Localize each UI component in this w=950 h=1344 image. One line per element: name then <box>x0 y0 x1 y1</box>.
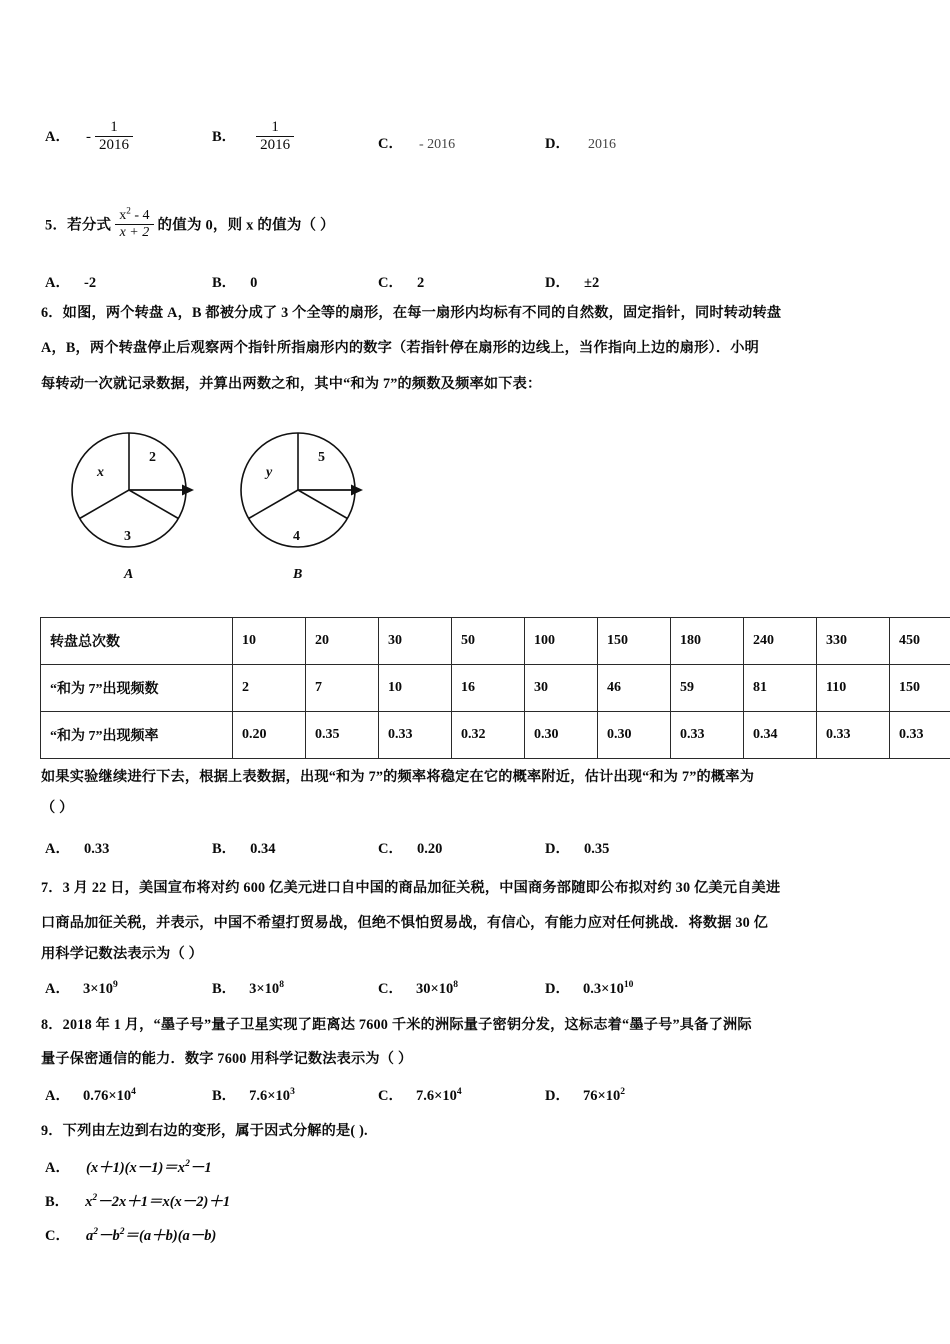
q4-option-d-letter: D． <box>545 136 570 152</box>
q8-option-d[interactable] <box>545 1084 625 1105</box>
q7-option-c-value <box>416 981 458 997</box>
q7-option-c[interactable] <box>378 977 458 998</box>
q5-stem-suffix: 的值为 0，则 x 的值为（ ） <box>157 217 335 234</box>
q7-option-a-letter: A． <box>45 981 70 997</box>
q4-option-a-sign: - <box>85 129 91 146</box>
table-cell: 81 <box>744 665 817 712</box>
spinner-a <box>66 425 196 595</box>
q8-option-d-exponent: 2 <box>620 1086 626 1098</box>
q5-stem <box>45 205 335 241</box>
table-cell: 16 <box>452 665 525 712</box>
q7-stem-line1: 7．3 月 22 日，美国宣布将对约 600 亿美元进口自中国的商品加征关税，中国商务部随即公布拟对约 30 亿美元自美进 <box>41 880 781 896</box>
q7-option-a-mantissa: 3×10 <box>82 981 113 997</box>
q5-stem-prefix: 5．若分式 <box>45 217 112 234</box>
q5-fraction <box>115 205 153 241</box>
table-cell: 0.33 <box>671 712 744 759</box>
table-cell: 0.33 <box>817 712 890 759</box>
q6-option-b[interactable] <box>212 837 276 858</box>
q6-option-d-letter: D． <box>545 841 570 857</box>
spinner-b-caption: B <box>293 567 303 582</box>
q8-option-b-exponent: 3 <box>290 1086 295 1098</box>
q7-option-b-exponent: 8 <box>279 979 284 991</box>
spinner-a-caption: A <box>124 567 134 582</box>
q7-option-c-exponent: 8 <box>453 979 459 991</box>
q6-stem-line2: A，B，两个转盘停止后观察两个指针所指扇形内的数字（若指针停在扇形的边线上，当作指向上边的扇形）．小明 <box>41 340 759 356</box>
q6-stem-line3: 每转动一次就记录数据，并算出两数之和，其中“和为 7”的频数及频率如下表： <box>41 376 542 392</box>
table-cell: 0.33 <box>890 712 950 759</box>
q4-option-a[interactable] <box>45 120 133 154</box>
table-cell: 10 <box>379 665 452 712</box>
table-cell: 450 <box>890 618 950 665</box>
q7-option-a-value <box>83 981 118 997</box>
q6-option-b-letter: B． <box>212 841 237 857</box>
table-cell: 240 <box>744 618 817 665</box>
q5-fraction-numerator: $x^2 - 4$ <box>115 209 153 225</box>
q7-option-d[interactable] <box>545 977 633 998</box>
table-cell: 10 <box>233 618 306 665</box>
table-cell: 30 <box>379 618 452 665</box>
table-cell: 0.32 <box>452 712 525 759</box>
q7-option-d-mantissa: 0.3×10 <box>582 981 624 997</box>
q7-option-b-value <box>249 981 284 997</box>
q7-option-b-letter: B． <box>212 981 237 997</box>
q7-option-a-exponent: 9 <box>113 979 118 991</box>
q5-option-a-value: -2 <box>83 275 97 291</box>
q5-fraction-denominator: x + 2 <box>119 225 150 241</box>
q5-option-d[interactable] <box>545 271 599 292</box>
q6-option-c-letter: C． <box>378 841 403 857</box>
q5-option-b-value: 0 <box>250 275 258 291</box>
table-cell: 46 <box>598 665 671 712</box>
q4-option-d-value: 2016 <box>587 137 616 152</box>
q5-option-a[interactable] <box>45 271 96 292</box>
q9-option-b-letter: B． <box>45 1194 70 1210</box>
q8-option-b-mantissa: 7.6×10 <box>249 1088 291 1104</box>
table-cell: 330 <box>817 618 890 665</box>
q8-option-b-value <box>249 1088 295 1104</box>
q7-option-a[interactable] <box>45 977 118 998</box>
q4-option-d[interactable] <box>545 132 616 153</box>
q6-option-d[interactable] <box>545 837 609 858</box>
q6-option-c-value: 0.20 <box>416 841 443 857</box>
spinner-b-sector-label-1: y <box>266 465 273 480</box>
q8-stem-line1: 8．2018 年 1 月，“墨子号”量子卫星实现了距离达 7600 千米的洲际量子密钥分发，这标志着“墨子号”具备了洲际 <box>41 1017 752 1033</box>
q4-option-b[interactable] <box>212 120 294 154</box>
q7-stem-line2: 口商品加征关税，并表示，中国不希望打贸易战，但绝不惧怕贸易战，有信心，有能力应对任何挑战．将数据 30 亿 <box>41 915 769 931</box>
q8-option-c-letter: C． <box>378 1088 403 1104</box>
table-cell: 0.30 <box>525 712 598 759</box>
q9-option-c-letter: C． <box>45 1228 70 1244</box>
frequency-table <box>40 617 950 759</box>
q6-option-c[interactable] <box>378 837 442 858</box>
spinner-b-sector-label-3: 4 <box>293 529 300 544</box>
q8-option-d-letter: D． <box>545 1088 570 1104</box>
spinner-a-sector-label-3: 3 <box>124 529 131 544</box>
q5-option-c-letter: C． <box>378 275 403 291</box>
table-row <box>41 618 950 665</box>
table-row-label: “和为 7”出现频率 <box>41 712 233 759</box>
q8-option-a[interactable] <box>45 1084 136 1105</box>
q6-followup-line2: （ ） <box>41 800 74 816</box>
q7-option-c-letter: C． <box>378 981 403 997</box>
q7-option-b-mantissa: 3×10 <box>249 981 280 997</box>
table-cell: 150 <box>598 618 671 665</box>
q4-option-a-fraction <box>95 120 133 154</box>
q7-option-d-letter: D． <box>545 981 570 997</box>
q6-option-a-letter: A． <box>45 841 70 857</box>
q4-option-b-letter: B． <box>212 129 237 146</box>
q4-option-b-denominator: 2016 <box>260 137 291 154</box>
q8-option-d-value <box>583 1088 625 1104</box>
q6-option-d-value: 0.35 <box>583 841 610 857</box>
table-row <box>41 665 950 712</box>
q6-option-a-value: 0.33 <box>83 841 110 857</box>
q7-option-d-exponent: 10 <box>623 979 634 991</box>
q6-followup-line1: 如果实验继续进行下去，根据上表数据，出现“和为 7”的频率将稳定在它的概率附近，估计出现“和为 7”的概率为 <box>41 769 755 785</box>
table-row <box>41 712 950 759</box>
q6-stem-line1: 6．如图，两个转盘 A，B 都被分成了 3 个全等的扇形，在每一扇形内均标有不同的自然数，固定指针，同时转动转盘 <box>41 305 782 321</box>
q6-option-a[interactable] <box>45 837 109 858</box>
q9-option-b-value: $x^2-2x+1=x(x-2)+1$ <box>85 1192 231 1210</box>
spinner-b <box>238 425 368 595</box>
q4-option-c-value: - 2016 <box>418 137 456 152</box>
table-cell: 180 <box>671 618 744 665</box>
q8-option-a-letter: A． <box>45 1088 70 1104</box>
q5-option-d-value: ±2 <box>583 275 600 291</box>
table-cell: 0.30 <box>598 712 671 759</box>
q8-option-d-mantissa: 76×10 <box>582 1088 621 1104</box>
q9-stem: 9．下列由左边到右边的变形，属于因式分解的是( ). <box>41 1123 368 1139</box>
spinner-a-sector-label-2: 2 <box>149 450 156 465</box>
q9-option-a-value: $(x+1)(x-1)=x^2-1$ <box>85 1158 212 1176</box>
q9-option-c[interactable] <box>45 1224 216 1245</box>
q8-option-c-value <box>416 1088 462 1104</box>
q4-option-c-letter: C． <box>378 136 403 152</box>
q8-option-c-exponent: 4 <box>456 1086 462 1098</box>
table-cell: 0.34 <box>744 712 817 759</box>
q5-option-a-letter: A． <box>45 275 70 291</box>
table-cell: 100 <box>525 618 598 665</box>
table-cell: 0.20 <box>233 712 306 759</box>
q7-stem-line3: 用科学记数法表示为（ ） <box>41 946 204 962</box>
q4-option-b-numerator: 1 <box>256 120 294 137</box>
table-cell: 150 <box>890 665 950 712</box>
spinner-a-sector-label-1: x <box>97 465 104 480</box>
table-cell: 59 <box>671 665 744 712</box>
table-cell: 20 <box>306 618 379 665</box>
table-cell: 7 <box>306 665 379 712</box>
table-cell: 0.35 <box>306 712 379 759</box>
q4-option-a-denominator: 2016 <box>98 137 129 154</box>
q9-option-a[interactable] <box>45 1156 212 1177</box>
q9-option-a-letter: A． <box>45 1160 70 1176</box>
table-cell: 0.33 <box>379 712 452 759</box>
spinner-b-sector-label-2: 5 <box>318 450 325 465</box>
q8-option-a-mantissa: 0.76×10 <box>82 1088 132 1104</box>
q7-option-c-mantissa: 30×10 <box>415 981 454 997</box>
q8-stem-line2: 量子保密通信的能力．数字 7600 用科学记数法表示为（ ） <box>41 1051 413 1067</box>
q8-option-b[interactable] <box>212 1084 295 1105</box>
q7-option-b[interactable] <box>212 977 284 998</box>
q5-option-c-value: 2 <box>416 275 425 291</box>
table-cell: 110 <box>817 665 890 712</box>
spinner-b-diagram <box>238 425 368 595</box>
q9-option-b[interactable] <box>45 1190 230 1211</box>
table-row-label: 转盘总次数 <box>41 618 233 665</box>
spinner-b-pointer-arrowhead <box>351 485 363 496</box>
q8-option-a-value <box>83 1088 136 1104</box>
q8-option-b-letter: B． <box>212 1088 237 1104</box>
q8-option-c[interactable] <box>378 1084 462 1105</box>
q8-option-a-exponent: 4 <box>131 1086 136 1098</box>
spinner-a-pointer-arrowhead <box>182 485 194 496</box>
q5-option-b-letter: B． <box>212 275 237 291</box>
q5-option-d-letter: D． <box>545 275 570 291</box>
table-cell: 2 <box>233 665 306 712</box>
q7-option-d-value <box>583 981 633 997</box>
q6-option-b-value: 0.34 <box>250 841 276 857</box>
table-row-label: “和为 7”出现频数 <box>41 665 233 712</box>
q5-option-b[interactable] <box>212 271 257 292</box>
q4-option-b-fraction <box>256 120 294 154</box>
q4-option-a-numerator: 1 <box>95 120 133 137</box>
table-cell: 50 <box>452 618 525 665</box>
table-cell: 30 <box>525 665 598 712</box>
q9-option-c-value: $a^2-b^2=(a+b)(a-b)$ <box>85 1226 217 1244</box>
q5-option-c[interactable] <box>378 271 424 292</box>
q4-option-a-letter: A． <box>45 129 70 146</box>
q4-option-c[interactable] <box>378 132 455 153</box>
q8-option-c-mantissa: 7.6×10 <box>415 1088 457 1104</box>
